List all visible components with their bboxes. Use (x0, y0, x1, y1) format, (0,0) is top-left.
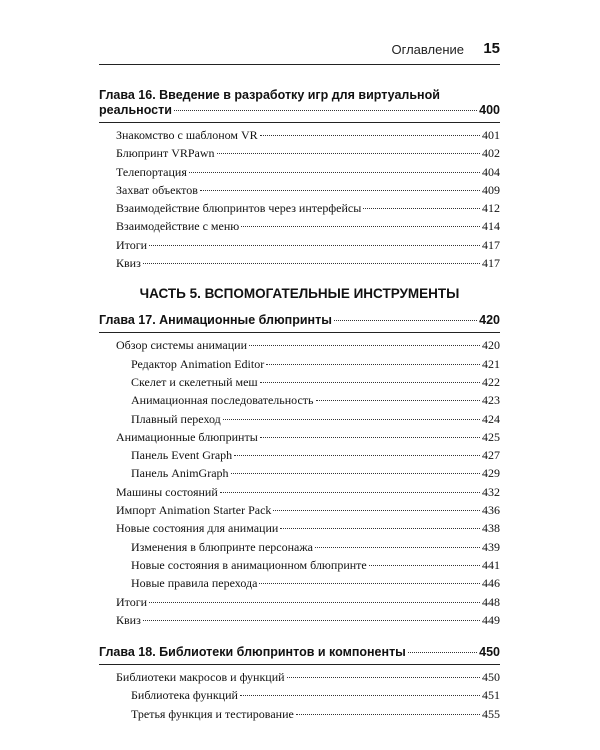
leader-dots (234, 455, 480, 456)
toc-entry[interactable] (116, 144, 500, 162)
entry-page: 429 (482, 466, 500, 481)
chapter-18-heading[interactable] (99, 645, 500, 660)
entry-title: Знакомство с шаблоном VR (116, 128, 258, 142)
leader-dots (273, 510, 480, 511)
entry-title: Плавный переход (131, 411, 221, 426)
toc-entry[interactable] (116, 336, 500, 354)
leader-dots (231, 473, 480, 474)
leader-dots (241, 226, 480, 227)
entry-title: Взаимодействие с меню (116, 219, 240, 234)
toc-subentry[interactable] (131, 538, 500, 556)
toc-subentry[interactable] (131, 373, 500, 391)
entry-page: 438 (482, 521, 500, 536)
header-title: Оглавление (391, 42, 464, 57)
chapter-18-entries (116, 668, 500, 723)
toc-entry[interactable] (116, 199, 500, 217)
entry-page: 427 (482, 448, 500, 463)
leader-dots (287, 677, 480, 678)
entry-title: Блюпринт VRPawn (116, 146, 215, 161)
chapter-title: Глава 17. Анимационные блюпринты (99, 313, 332, 328)
entry-page: 424 (482, 411, 500, 426)
chapter-divider (99, 332, 500, 333)
entry-page: 436 (482, 503, 500, 518)
leader-dots (149, 602, 480, 603)
leader-dots (259, 583, 480, 584)
entry-title: Редактор Animation Editor (131, 356, 265, 371)
entry-title: Библиотека функций (131, 688, 238, 703)
leader-dots (408, 652, 477, 653)
toc-entry[interactable] (116, 611, 500, 629)
chapter-16-entries (116, 126, 500, 272)
leader-dots (334, 320, 477, 321)
toc-subentry[interactable] (131, 464, 500, 482)
chapter-17-heading[interactable] (99, 313, 500, 328)
entry-page: 417 (482, 237, 500, 252)
entry-title: Взаимодействие блюпринтов через интерфейсы (116, 201, 362, 216)
entry-page: 423 (482, 393, 500, 408)
chapter-17-entries (116, 336, 500, 629)
toc-subentry[interactable] (131, 686, 500, 704)
leader-dots (223, 419, 480, 420)
entry-title: Панель AnimGraph (131, 466, 229, 481)
chapter-divider (99, 664, 500, 665)
leader-dots (316, 400, 480, 401)
entry-title: Новые правила перехода (131, 576, 258, 591)
leader-dots (260, 135, 480, 136)
entry-title: Анимационные блюпринты (116, 429, 258, 444)
leader-dots (369, 565, 480, 566)
toc-entry[interactable] (116, 519, 500, 537)
entry-title: Панель Event Graph (131, 448, 233, 463)
toc-subentry[interactable] (131, 574, 500, 592)
leader-dots (200, 190, 480, 191)
entry-page: 455 (482, 706, 500, 721)
toc-entry[interactable] (116, 668, 500, 686)
chapter-divider (99, 122, 500, 123)
entry-page: 412 (482, 201, 500, 216)
entry-title: Итоги (116, 237, 148, 252)
running-header (99, 40, 500, 65)
chapter-page: 420 (479, 313, 500, 328)
toc-entry[interactable] (116, 593, 500, 611)
toc-subentry[interactable] (131, 556, 500, 574)
entry-page: 404 (482, 164, 500, 179)
leader-dots (189, 172, 480, 173)
entry-page: 441 (482, 557, 500, 572)
entry-title: Обзор системы анимации (116, 338, 248, 353)
toc-entry[interactable] (116, 236, 500, 254)
entry-page: 432 (482, 484, 500, 499)
entry-page: 446 (482, 576, 500, 591)
leader-dots (260, 382, 480, 383)
entry-title: Машины состояний (116, 484, 218, 499)
entry-page: 409 (482, 182, 500, 197)
entry-title: Импорт Animation Starter Pack (116, 503, 272, 518)
entry-page: 420 (482, 338, 500, 353)
toc-entry[interactable] (116, 217, 500, 235)
leader-dots (143, 620, 480, 621)
leader-dots (217, 153, 480, 154)
leader-dots (220, 492, 480, 493)
entry-title: Итоги (116, 594, 148, 609)
leader-dots (266, 364, 480, 365)
toc-entry[interactable] (116, 163, 500, 181)
toc-entry[interactable] (116, 428, 500, 446)
entry-page: 450 (482, 670, 500, 685)
leader-dots (249, 345, 480, 346)
toc-subentry[interactable] (131, 355, 500, 373)
entry-page: 422 (482, 374, 500, 389)
leader-dots (296, 714, 480, 715)
entry-page: 414 (482, 219, 500, 234)
chapter-title-line2: реальности (99, 103, 172, 117)
entry-page: 439 (482, 539, 500, 554)
leader-dots (143, 263, 480, 264)
entry-page: 448 (482, 594, 500, 609)
leader-dots (280, 528, 480, 529)
entry-title: Библиотеки макросов и функций (116, 670, 285, 685)
entry-page: 401 (482, 128, 500, 142)
toc-subentry[interactable] (131, 391, 500, 409)
entry-title: Анимационная последовательность (131, 393, 314, 408)
leader-dots (315, 547, 480, 548)
leader-dots (149, 245, 480, 246)
entry-title: Квиз (116, 612, 141, 627)
toc-subentry[interactable] (131, 705, 500, 723)
toc-subentry[interactable] (131, 410, 500, 428)
entry-page: 449 (482, 612, 500, 627)
chapter-title-line1: Глава 16. Введение в разработку игр для виртуальной (99, 88, 440, 102)
entry-page: 421 (482, 356, 500, 371)
entry-page: 402 (482, 146, 500, 161)
toc-entry[interactable] (116, 501, 500, 519)
entry-title: Скелет и скелетный меш (131, 374, 258, 389)
entry-title: Телепортация (116, 164, 187, 179)
entry-title: Квиз (116, 256, 141, 271)
toc-entry[interactable] (116, 254, 500, 272)
entry-page: 451 (482, 688, 500, 703)
leader-dots (240, 695, 480, 696)
chapter-title: Глава 18. Библиотеки блюпринтов и компоненты (99, 645, 406, 660)
chapter-page: 450 (479, 645, 500, 660)
chapter-page: 400 (479, 103, 500, 117)
toc-entry[interactable] (116, 126, 500, 144)
toc-entry[interactable] (116, 181, 500, 199)
leader-dots (260, 437, 480, 438)
leader-dots (363, 208, 480, 209)
entry-page: 417 (482, 256, 500, 271)
toc-content (99, 88, 500, 723)
page-number: 15 (483, 40, 500, 57)
toc-subentry[interactable] (131, 446, 500, 464)
entry-title: Новые состояния для анимации (116, 521, 279, 536)
entry-title: Новые состояния в анимационном блюпринте (131, 557, 367, 572)
entry-title: Изменения в блюпринте персонажа (131, 539, 313, 554)
toc-entry[interactable] (116, 483, 500, 501)
chapter-16-heading[interactable] (99, 88, 500, 118)
leader-dots (174, 110, 477, 111)
entry-title: Захват объектов (116, 182, 198, 197)
entry-page: 425 (482, 429, 500, 444)
entry-title: Третья функция и тестирование (131, 706, 294, 721)
part-5-heading: ЧАСТЬ 5. ВСПОМОГАТЕЛЬНЫЕ ИНСТРУМЕНТЫ (139, 286, 460, 302)
